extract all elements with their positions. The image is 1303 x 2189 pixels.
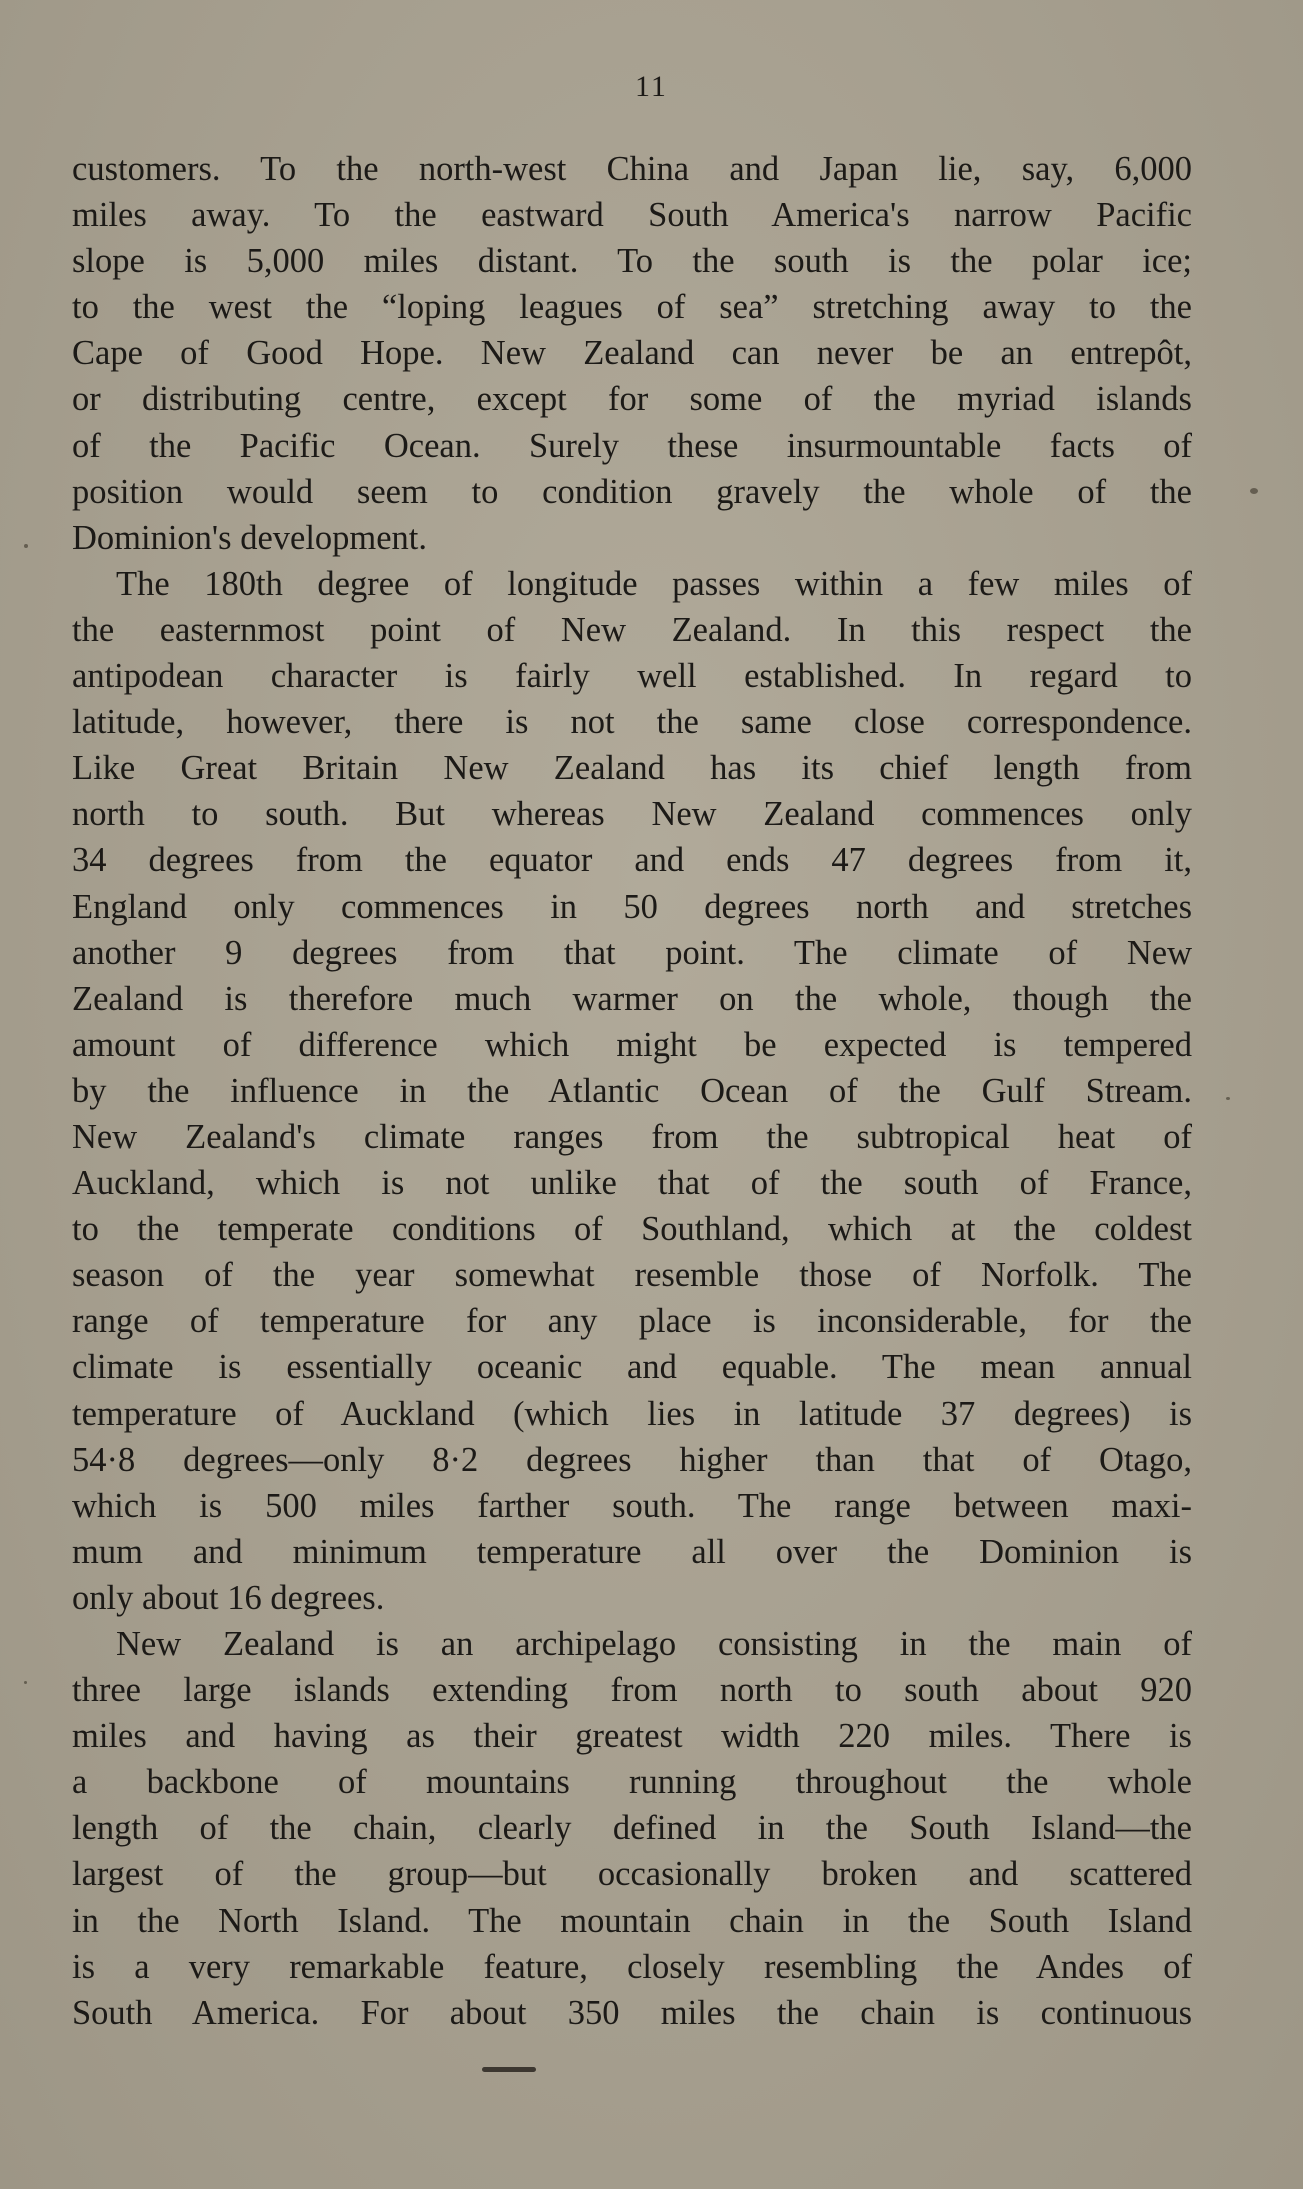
text-line: a backbone of mountains running throughout the whole: [72, 1763, 1192, 1802]
text-line: Zealand is therefore much warmer on the whole, though the: [72, 979, 1192, 1018]
text-line: to the temperate conditions of Southland, which at the coldest: [72, 1210, 1192, 1249]
text-line: South America. For about 350 miles the chain is continuous: [72, 1993, 1192, 2032]
text-line: slope is 5,000 miles distant. To the south is the polar ice;: [72, 242, 1192, 281]
text-line: Cape of Good Hope. New Zealand can never be an entrepôt,: [72, 334, 1192, 373]
text-line: or distributing centre, except for some of the myriad islands: [72, 380, 1192, 419]
text-line: Dominion's development.: [72, 518, 428, 557]
paper-speck: [1226, 1097, 1230, 1100]
body-text: [72, 146, 1192, 2036]
text-line: England only commences in 50 degrees north and stretches: [72, 887, 1192, 926]
text-line: latitude, however, there is not the same close correspondence.: [72, 703, 1192, 742]
text-line: Like Great Britain New Zealand has its chief length from: [72, 749, 1192, 788]
text-line: amount of difference which might be expected is tempered: [72, 1025, 1192, 1064]
text-line: antipodean character is fairly well established. In regard to: [72, 657, 1192, 696]
text-line: mum and minimum temperature all over the Dominion is: [72, 1532, 1192, 1571]
text-line: miles and having as their greatest width 220 miles. There is: [72, 1717, 1192, 1756]
text-line: New Zealand is an archipelago consisting in the main of: [116, 1625, 1192, 1663]
text-line: the easternmost point of New Zealand. In this respect the: [72, 610, 1192, 649]
text-line: temperature of Auckland (which lies in latitude 37 degrees) is: [72, 1394, 1192, 1433]
text-line: The 180th degree of longitude passes within a few miles of: [116, 564, 1192, 603]
text-line: 34 degrees from the equator and ends 47 degrees from it,: [72, 841, 1192, 880]
text-line: largest of the group—but occasionally broken and scattered: [72, 1855, 1192, 1894]
text-line: three large islands extending from north to south about 920: [72, 1671, 1192, 1710]
paper-speck: [24, 1681, 27, 1684]
text-line: 54·8 degrees—only 8·2 degrees higher than that of Otago,: [72, 1440, 1192, 1479]
text-line: in the North Island. The mountain chain in the South Island: [72, 1901, 1192, 1940]
text-line: position would seem to condition gravely the whole of the: [72, 472, 1192, 511]
text-line: length of the chain, clearly defined in the South Island—the: [72, 1809, 1192, 1848]
text-line: of the Pacific Ocean. Surely these insurmountable facts of: [72, 426, 1192, 465]
text-line: miles away. To the eastward South America's narrow Pacific: [72, 196, 1192, 235]
text-line: north to south. But whereas New Zealand commences only: [72, 795, 1192, 834]
text-line: New Zealand's climate ranges from the subtropical heat of: [72, 1117, 1192, 1156]
text-line: season of the year somewhat resemble those of Norfolk. The: [72, 1256, 1192, 1295]
text-line: climate is essentially oceanic and equable. The mean annual: [72, 1348, 1192, 1387]
printer-mark: [482, 2067, 536, 2072]
paper-speck: [1250, 488, 1258, 494]
text-line: another 9 degrees from that point. The climate of New: [72, 933, 1192, 972]
text-line: is a very remarkable feature, closely resembling the Andes of: [72, 1947, 1192, 1986]
text-line: by the influence in the Atlantic Ocean of the Gulf Stream.: [72, 1071, 1192, 1110]
page-number: 11: [635, 70, 668, 103]
text-line: Auckland, which is not unlike that of the south of France,: [72, 1164, 1192, 1203]
text-line: to the west the “loping leagues of sea” stretching away to the: [72, 288, 1192, 327]
text-line: range of temperature for any place is inconsiderable, for the: [72, 1302, 1192, 1341]
paper-speck: [24, 544, 28, 548]
text-line: customers. To the north-west China and Japan lie, say, 6,000: [72, 150, 1192, 188]
text-line: which is 500 miles farther south. The range between maxi-: [72, 1486, 1192, 1525]
text-line: only about 16 degrees.: [72, 1578, 385, 1617]
